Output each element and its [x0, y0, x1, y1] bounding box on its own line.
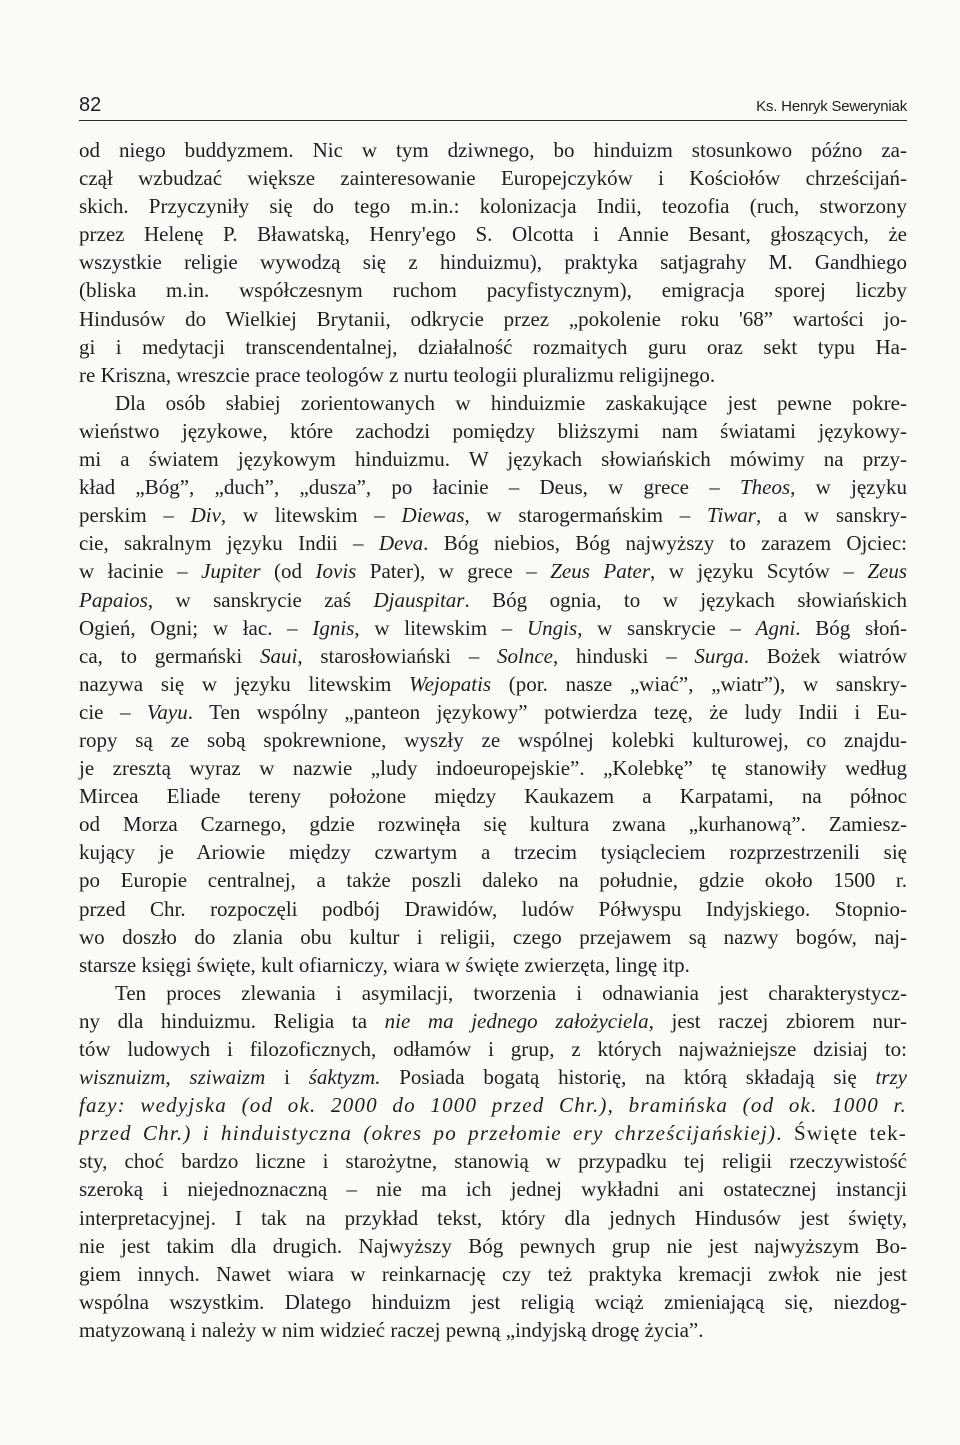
text-line	[79, 389, 907, 417]
text-run: . Święte tek-	[776, 1121, 908, 1146]
italic-text: Tiwar	[706, 503, 756, 528]
text-run: cie, sakralnym języku Indii –	[79, 531, 379, 556]
text-run: Mircea Eliade tereny położone między Kaukazem a Karpatami, na północ	[79, 784, 907, 809]
italic-text: Solnce	[497, 643, 553, 668]
text-line	[79, 1035, 907, 1063]
text-run: wo doszło do zlania obu kultur i religii, czego przejawem są nazwy bogów, naj-	[79, 924, 907, 949]
text-run: od Morza Czarnego, gdzie rozwinęła się kultura zwana „kurhanową”. Zamiesz-	[79, 812, 907, 837]
text-line	[79, 417, 907, 445]
text-run: interpretacyjnej. I tak na przykład tekst, który dla jednych Hindusów jest święty,	[79, 1205, 907, 1230]
italic-text: trzy	[875, 1065, 907, 1090]
text-line	[79, 1288, 907, 1316]
text-line	[79, 895, 907, 923]
text-run: re Kriszna, wreszcie prace teologów z nurtu teologii pluralizmu religijnego.	[79, 362, 716, 387]
text-line	[79, 951, 907, 979]
text-run: . Bóg niebios, Bóg najwyższy to zarazem Ojciec:	[423, 531, 907, 556]
text-line	[79, 361, 907, 389]
text-line	[79, 1204, 907, 1232]
text-line	[79, 754, 907, 782]
text-line	[79, 670, 907, 698]
text-run: mi a światem językowym hinduizmu. W językach słowiańskich mówimy na przy-	[79, 447, 907, 472]
text-run: wszystkie religie wywodzą się z hinduizmu), praktyka satjagrahy M. Gandhiego	[79, 250, 907, 275]
text-line	[79, 1175, 907, 1203]
text-run: (por. nasze „wiać”, „wiatr”), w sanskry-	[491, 671, 907, 696]
text-run: , w języku	[790, 475, 907, 500]
text-line	[79, 979, 907, 1007]
text-run: przez Helenę P. Bławatską, Henry'ego S. Olcotta i Annie Besant, głoszących, że	[79, 222, 907, 247]
text-run: kład „Bóg”, „duch”, „dusza”, po łacinie – Deus, w grece –	[79, 475, 740, 500]
italic-text: Deva	[378, 531, 424, 556]
text-line	[79, 614, 907, 642]
text-run: , a w sanskry-	[755, 503, 908, 528]
text-line	[79, 1007, 907, 1035]
italic-text: śaktyzm.	[308, 1065, 381, 1090]
text-run: , w litewskim –	[220, 503, 402, 528]
italic-text: nie ma jednego założyciela,	[384, 1008, 654, 1033]
italic-text: Wejopatis	[409, 671, 492, 696]
italic-text: fazy: wedyjska (od ok. 2000 do 1000 przed Chr.), bramińska (od ok. 1000 r.	[79, 1093, 907, 1118]
text-run: , starosłowiański –	[297, 643, 498, 668]
text-line	[79, 557, 907, 585]
text-run: jest raczej zbiorem nur-	[653, 1008, 907, 1033]
italic-text: Saui	[259, 643, 298, 668]
text-run: wspólna wszystkim. Dlatego hinduizm jest religią wciąż zmieniającą się, niezdog-	[79, 1289, 907, 1314]
text-run: kujący je Ariowie między czwartym a trzecim tysiącleciem rozprzestrzenili się	[79, 840, 907, 865]
text-line	[79, 333, 907, 361]
text-line	[79, 220, 907, 248]
text-run: (bliska m.in. współczesnym ruchom pacyfistycznym), emigracja sporej liczby	[79, 278, 907, 303]
text-run: , hinduski –	[553, 643, 695, 668]
text-line	[79, 1232, 907, 1260]
text-line	[79, 248, 907, 276]
italic-text: Surga	[694, 643, 744, 668]
text-run: Pater), w grece –	[356, 559, 551, 584]
text-line	[79, 276, 907, 304]
text-run: i	[265, 1065, 309, 1090]
text-run: . Ten wspólny „panteon językowy” potwierdza tezę, że ludy Indii i Eu-	[187, 699, 907, 724]
text-run: . Bóg ognia, to w językach słowiańskich	[464, 587, 908, 612]
text-run: . Bóg słoń-	[795, 615, 907, 640]
text-line	[79, 1063, 907, 1091]
text-run: Posiada bogatą historię, na którą składają się	[380, 1065, 876, 1090]
italic-text: wisznuizm, sziwaizm	[79, 1065, 266, 1090]
text-run: , w sanskrycie –	[577, 615, 756, 640]
italic-text: Div	[190, 503, 221, 528]
body-text	[79, 136, 907, 1344]
text-run: tów ludowych i filozoficznych, odłamów i grup, z których najważniejsze dzisiaj to:	[79, 1037, 907, 1061]
italic-text: Iovis	[315, 559, 357, 584]
page-header	[79, 94, 907, 121]
text-run: je zresztą wyraz w nazwie „ludy indoeuropejskie”. „Kolebkę” tę stanowiły według	[79, 756, 907, 781]
text-run: (od	[260, 559, 316, 584]
italic-text: Djauspitar	[373, 587, 465, 612]
text-run: po Europie centralnej, a także poszli daleko na południe, gdzie około 1500 r.	[79, 868, 907, 893]
italic-text: Ungis	[527, 615, 578, 640]
text-line	[79, 923, 907, 951]
text-run: ropy są ze sobą spokrewnione, wyszły ze wspólnej kolebki kulturowej, co znajdu-	[79, 727, 907, 752]
text-line	[79, 164, 907, 192]
text-run: Ogień, Ogni; w łac. –	[79, 615, 313, 640]
text-line	[79, 529, 907, 557]
text-line	[79, 782, 907, 810]
text-run: . Bożek wiatrów	[743, 643, 908, 668]
text-run: nazywa się w języku litewskim	[79, 671, 410, 696]
running-head-author: Ks. Henryk Seweryniak	[756, 98, 907, 115]
italic-text: Theos	[739, 475, 791, 500]
text-line	[79, 1091, 907, 1119]
text-line	[79, 501, 907, 529]
text-line	[79, 192, 907, 220]
text-line	[79, 586, 907, 614]
text-run: starsze księgi święte, kult ofiarniczy, wiara w święte zwierzęta, lingę itp.	[79, 952, 690, 977]
page-number: 82	[79, 94, 102, 116]
text-line	[79, 698, 907, 726]
italic-text: Diewas	[401, 503, 465, 528]
text-run: wieństwo językowe, które zachodzi pomiędzy bliższymi nam światami językowy-	[79, 418, 907, 443]
text-run: nie jest takim dla drugich. Najwyższy Bóg pewnych grup nie jest najwyższym Bo-	[79, 1233, 907, 1258]
italic-text: Zeus	[867, 559, 907, 584]
text-line	[79, 726, 907, 754]
text-run: cie –	[79, 699, 147, 724]
text-line	[79, 445, 907, 473]
text-line	[79, 838, 907, 866]
text-run: , w litewskim –	[354, 615, 528, 640]
italic-text: przed Chr.) i hinduistyczna (okres po przełomie ery chrześcijańskiej)	[79, 1121, 777, 1146]
italic-text: Zeus Pater	[550, 559, 651, 584]
text-run: w łacinie –	[79, 559, 202, 584]
italic-text: Jupiter	[201, 559, 261, 584]
text-run: ny dla hinduizmu. Religia ta	[79, 1008, 385, 1033]
text-run: od niego buddyzmem. Nic w tym dziwnego, bo hinduizm stosunkowo późno za-	[79, 138, 907, 162]
italic-text: Agni	[755, 615, 796, 640]
text-run: przed Chr. rozpoczęli podbój Drawidów, ludów Półwyspu Indyjskiego. Stopnio-	[79, 896, 907, 921]
text-line	[79, 473, 907, 501]
text-line	[79, 642, 907, 670]
text-run: ca, to germański	[79, 643, 260, 668]
text-run: , w sanskrycie zaś	[147, 587, 374, 612]
italic-text: Vayu	[146, 699, 188, 724]
text-line	[79, 136, 907, 164]
text-line	[79, 1316, 907, 1344]
text-run: gi i medytacji transcendentalnej, działalność rozmaitych guru oraz sekt typu Ha-	[79, 334, 907, 359]
text-run: perskim –	[79, 503, 191, 528]
italic-text: Papaios	[79, 587, 148, 612]
text-run: sty, choć bardzo liczne i starożytne, stanowią w przypadku tej religii rzeczywistość	[79, 1149, 907, 1174]
text-line	[79, 1119, 907, 1147]
text-run: Hindusów do Wielkiej Brytanii, odkrycie przez „pokolenie roku '68” wartości jo-	[79, 306, 907, 331]
text-run: , w starogermańskim –	[464, 503, 707, 528]
text-run: szeroką i niejednoznaczną – nie ma ich jednej wykładni ani ostatecznej instancji	[79, 1177, 907, 1202]
text-run: giem innych. Nawet wiara w reinkarnację czy też praktyka kremacji zwłok nie jest	[79, 1261, 907, 1286]
italic-text: Ignis	[312, 615, 355, 640]
text-run: skich. Przyczyniły się do tego m.in.: kolonizacja Indii, teozofia (ruch, stworzony	[79, 194, 907, 219]
text-run: Ten proces zlewania i asymilacji, tworzenia i odnawiania jest charakterystycz-	[115, 980, 907, 1005]
text-line	[79, 810, 907, 838]
text-line	[79, 866, 907, 894]
text-line	[79, 1260, 907, 1288]
text-line	[79, 1147, 907, 1175]
text-run: , w języku Scytów –	[650, 559, 868, 584]
text-run: czął wzbudzać większe zainteresowanie Europejczyków i Kościołów chrześcijań-	[79, 166, 907, 191]
text-run: Dla osób słabiej zorientowanych w hinduizmie zaskakujące jest pewne pokre-	[115, 390, 907, 415]
text-line	[79, 305, 907, 333]
text-run: matyzowaną i należy w nim widzieć raczej pewną „indyjską drogę życia”.	[79, 1317, 704, 1342]
